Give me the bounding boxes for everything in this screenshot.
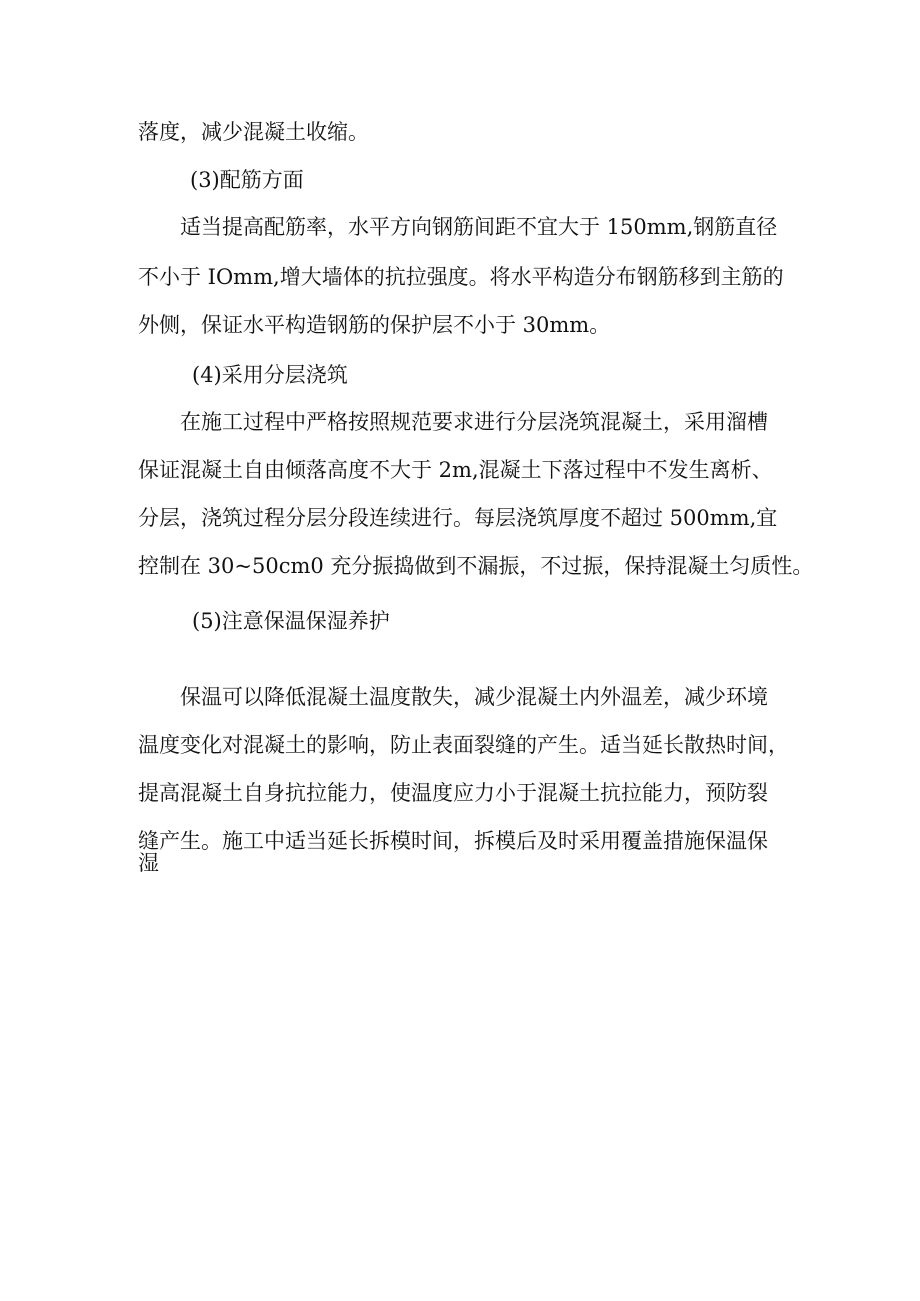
section-5-line-2: 温度变化对混凝土的影响，防止表面裂缝的产生。适当延长散热时间，	[138, 733, 789, 757]
section-5-line-4: 缝产生。施工中适当延长拆模时间，拆模后及时采用覆盖措施保温保	[138, 829, 768, 853]
section-3-heading: (3)配筋方面	[190, 168, 304, 192]
section-4-line-1: 在施工过程中严格按照规范要求进行分层浇筑混凝土，采用溜槽	[180, 410, 768, 434]
section-3-line-3: 外侧，保证水平构造钢筋的保护层不小于 30mm。	[138, 313, 611, 337]
section-5-heading: (5)注意保温保湿养护	[192, 609, 390, 633]
section-5-line-3: 提高混凝土自身抗拉能力，使温度应力小于混凝土抗拉能力，预防裂	[138, 781, 768, 805]
section-3-line-1: 适当提高配筋率，水平方向钢筋间距不宜大于 150mm,钢筋直径	[180, 215, 778, 239]
intro-line-1: 落度，减少混凝土收缩。	[138, 120, 369, 144]
section-5-line-5: 湿	[138, 851, 159, 875]
section-4-line-4: 控制在 30~50cm0 充分振捣做到不漏振，不过振，保持混凝土匀质性。	[138, 554, 814, 578]
section-4-line-3: 分层，浇筑过程分层分段连续进行。每层浇筑厚度不超过 500mm,宜	[138, 506, 778, 530]
section-4-line-2: 保证混凝土自由倾落高度不大于 2m,混凝土下落过程中不发生离析、	[138, 458, 773, 482]
section-3-line-2: 不小于 IOmm,增大墙体的抗拉强度。将水平构造分布钢筋移到主筋的	[138, 265, 784, 289]
section-4-heading: (4)采用分层浇筑	[192, 363, 348, 387]
section-5-line-1: 保温可以降低混凝土温度散失，减少混凝土内外温差，减少环境	[180, 685, 768, 709]
